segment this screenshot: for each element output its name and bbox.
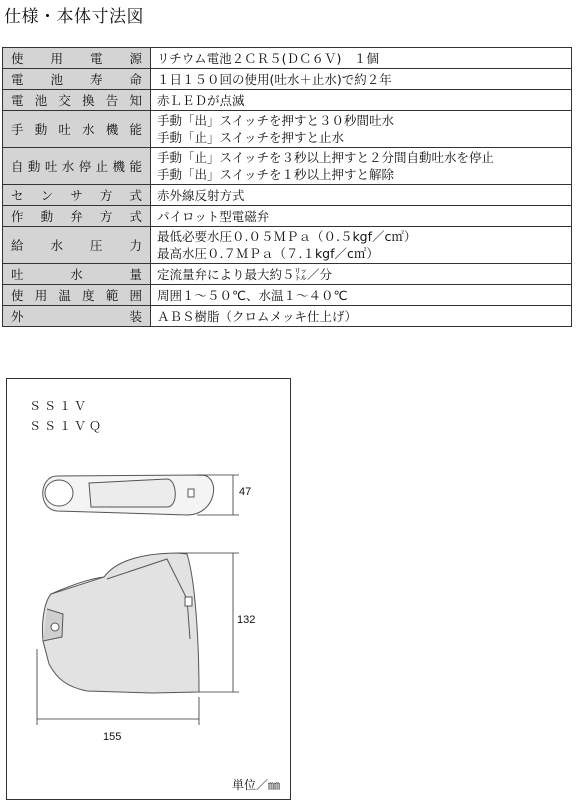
spec-row — [3, 48, 572, 69]
spec-value-line: 手動「出」スイッチを１秒以上押すと解除 — [157, 167, 395, 182]
spec-value-line: 手動「出」スイッチを押すと３０秒間吐水 — [157, 113, 395, 128]
spec-value — [151, 111, 572, 148]
spec-value — [151, 306, 572, 327]
spec-value — [151, 264, 572, 285]
page-title: 仕様・本体寸法図 — [4, 7, 144, 27]
spec-label: センサ方式 — [3, 185, 151, 206]
spec-label: 電池交換告知 — [3, 90, 151, 111]
spec-table — [2, 47, 572, 327]
faucet-drawing — [7, 379, 290, 799]
spec-value — [151, 285, 572, 306]
spec-value — [151, 148, 572, 185]
spec-value-line: 定流量弁により最大約５㍑／分 — [157, 266, 333, 282]
spec-value — [151, 48, 572, 69]
spec-row — [3, 111, 572, 148]
spec-label: 吐水量 — [3, 264, 151, 285]
spec-row — [3, 306, 572, 327]
spec-value — [151, 69, 572, 90]
model-name-2: ＳＳ１ＶＱ — [29, 419, 105, 433]
dimension-drawing — [6, 378, 291, 800]
spec-value-line: 最低必要水圧０.０５ＭＰａ（０.５kgf／c㎡） — [157, 229, 417, 244]
faucet-side-view — [42, 553, 199, 693]
spec-value-line: パイロット型電磁弁 — [157, 208, 270, 224]
faucet-top-view — [43, 475, 214, 515]
spec-label: 外装 — [3, 306, 151, 327]
spec-label: 電池寿命 — [3, 69, 151, 90]
spec-label: 自動吐水停止機能 — [3, 148, 151, 185]
spec-value-line: リチウム電池２ＣＲ５(ＤＣ６Ｖ) １個 — [157, 50, 379, 66]
spec-label: 手動吐水機能 — [3, 111, 151, 148]
spec-value-line: 最高水圧０.７ＭＰａ（７.１kgf／c㎡） — [157, 246, 379, 261]
spec-row — [3, 285, 572, 306]
spec-label: 使用電源 — [3, 48, 151, 69]
spec-label: 使用温度範囲 — [3, 285, 151, 306]
spec-row — [3, 90, 572, 111]
spec-row — [3, 148, 572, 185]
spec-row — [3, 206, 572, 227]
dimension-label-155: 155 — [103, 731, 122, 743]
spec-row — [3, 69, 572, 90]
spec-value-line: ＡＢＳ樹脂（クロムメッキ仕上げ） — [157, 308, 358, 324]
spec-value — [151, 206, 572, 227]
spec-label: 作動弁方式 — [3, 206, 151, 227]
spec-row — [3, 227, 572, 264]
spec-value — [151, 227, 572, 264]
dimension-label-47: 47 — [239, 486, 252, 498]
spec-value-line: 周囲１～５０℃、水温１～４０℃ — [157, 287, 348, 303]
model-name-1: ＳＳ１Ｖ — [29, 399, 90, 413]
spec-value — [151, 185, 572, 206]
spec-row — [3, 264, 572, 285]
spec-value-line: 手動「止」スイッチを３秒以上押すと２分間自動吐水を停止 — [157, 150, 495, 165]
spec-value-line: 手動「止」スイッチを押すと止水 — [157, 130, 345, 145]
spec-value-line: １日１５０回の使用(吐水＋止水)で約２年 — [157, 71, 392, 87]
spec-value-line: 赤外線反射方式 — [157, 187, 245, 203]
spec-label: 給水圧力 — [3, 227, 151, 264]
spec-value-line: 赤ＬＥＤが点滅 — [157, 92, 245, 108]
dimension-label-132: 132 — [237, 614, 256, 626]
spec-row — [3, 185, 572, 206]
unit-label: 単位／㎜ — [231, 778, 280, 792]
spec-value — [151, 90, 572, 111]
